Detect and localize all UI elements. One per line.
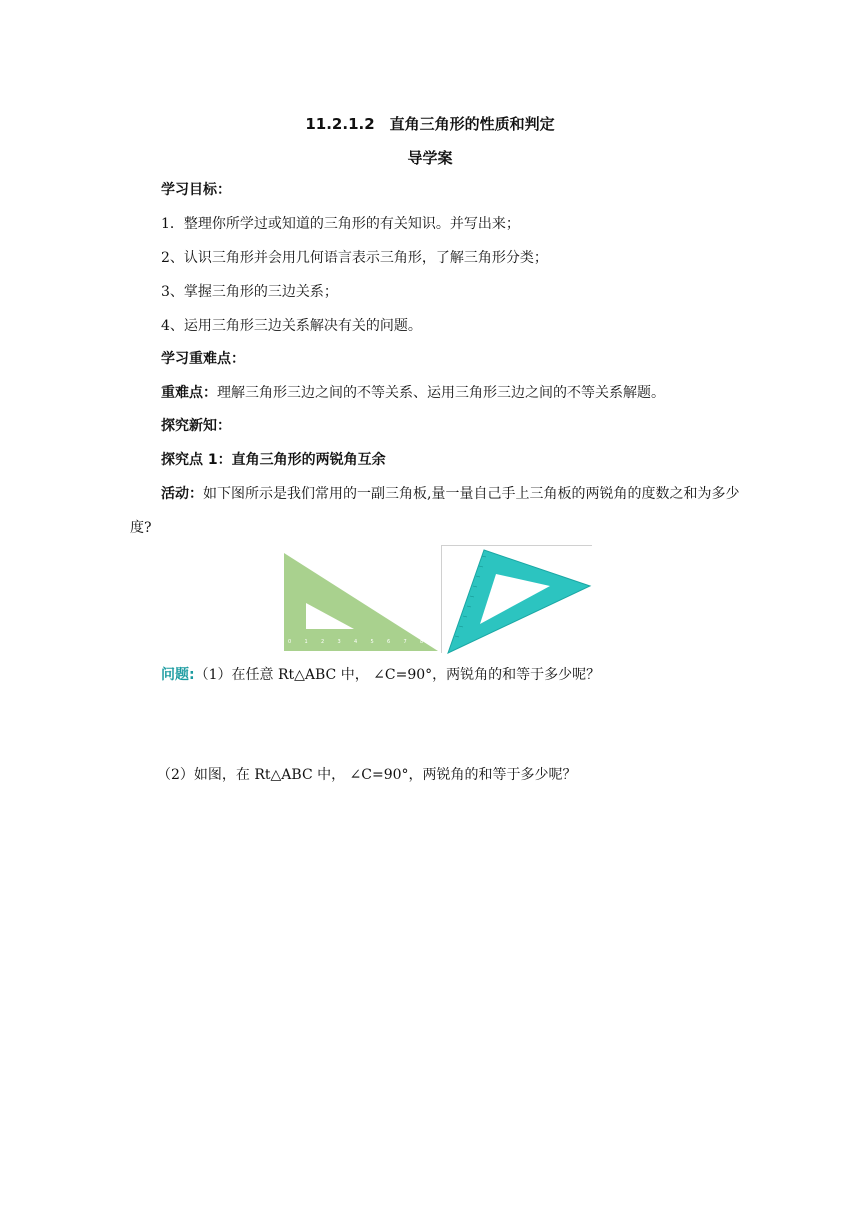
key-points-line	[161, 383, 665, 403]
objective-item-3: 3、掌握三角形的三边关系；	[161, 284, 338, 300]
teal-set-square-image	[441, 545, 592, 653]
ruler-tick-label: 0	[288, 639, 292, 645]
document-title: 11.2.1.2 直角三角形的性质和判定	[305, 115, 555, 133]
explore-heading: 探究新知：	[161, 418, 231, 434]
objectives-heading: 学习目标：	[161, 182, 231, 198]
question-2-text: （2）如图，在 Rt△ABC 中， ∠C=90°，两锐角的和等于多少呢？	[157, 767, 577, 783]
explore-point-1: 探究点 1：直角三角形的两锐角互余	[161, 452, 386, 468]
ruler-tick-label: 5	[370, 639, 374, 645]
key-points-heading: 学习重难点：	[161, 351, 245, 367]
ruler-tick-label: 4	[354, 639, 358, 645]
question-1-text: （1）在任意 Rt△ABC 中， ∠C=90°，两锐角的和等于多少呢？	[194, 667, 601, 683]
key-points-label: 重难点：	[161, 385, 217, 401]
green-triangle-outer	[284, 553, 438, 651]
activity-paragraph	[130, 477, 740, 545]
objective-item-1: 1．整理你所学过或知道的三角形的有关知识。并写出来；	[161, 216, 520, 232]
activity-label: 活动：	[161, 486, 203, 502]
teal-set-square-svg	[442, 546, 593, 654]
ruler-tick-label: 6	[387, 639, 391, 645]
objective-item-2: 2、认识三角形并会用几何语言表示三角形，了解三角形分类；	[161, 250, 548, 266]
ruler-tick-label: 8	[420, 639, 424, 645]
ruler-tick-label: 1	[304, 639, 308, 645]
document-subtitle: 导学案	[407, 149, 453, 167]
objective-item-4: 4、运用三角形三边关系解决有关的问题。	[161, 318, 422, 334]
activity-text: 如下图所示是我们常用的一副三角板,量一量自己手上三角板的两锐角的度数之和为多少度?	[130, 486, 740, 536]
green-set-square-image	[284, 545, 438, 653]
key-points-text: 理解三角形三边之间的不等关系、运用三角形三边之间的不等关系解题。	[217, 385, 665, 401]
question-label: 问题:	[161, 667, 195, 683]
ruler-tick-label: 2	[321, 639, 325, 645]
question-1-line	[161, 665, 600, 685]
green-set-square-svg	[284, 545, 438, 653]
ruler-tick-label: 7	[403, 639, 407, 645]
ruler-tick-label: 3	[337, 639, 341, 645]
